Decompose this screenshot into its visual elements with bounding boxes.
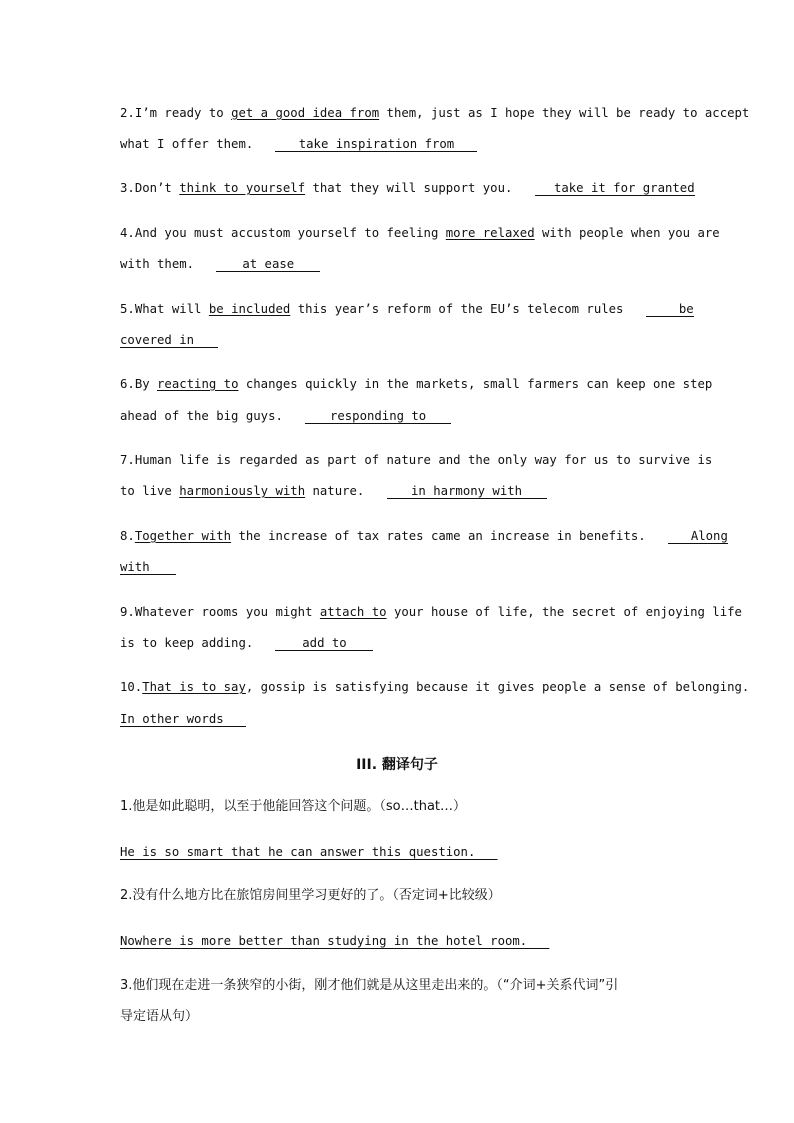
answer-text: in harmony with	[411, 484, 523, 498]
exercise-item-5-line2	[120, 332, 674, 348]
exercise-item-4-line2	[120, 256, 674, 272]
exercise-item-10-line1	[120, 679, 750, 695]
answer-blank	[535, 181, 695, 196]
exercise-item-9-line2	[120, 635, 674, 651]
sentence-text: this year’s reform of the EU’s telecom rules	[290, 302, 646, 316]
answer-blank	[275, 636, 373, 651]
sentence-text: is to keep adding.	[120, 636, 276, 650]
answer-blank	[646, 302, 694, 317]
answer-blank-continued	[120, 560, 176, 575]
translation-answer-1	[120, 844, 674, 860]
sentence-text: , gossip is satisfying because it gives people a sense of belonging.	[245, 680, 750, 694]
sentence-text: By	[134, 377, 158, 391]
item-number: 2.	[120, 106, 135, 120]
exercise-item-2-line2	[120, 136, 674, 152]
translation-question-2: 2.没有什么地方比在旅馆房间里学习更好的了。（否定词+比较级）	[120, 888, 501, 903]
item-number: 3.	[120, 181, 135, 195]
sentence-text: I’m ready to	[134, 106, 232, 120]
answer-blank	[120, 712, 246, 727]
exercise-item-8-line2	[120, 559, 674, 575]
sentence-text: with people when you are	[534, 226, 720, 240]
answer-text: responding to	[329, 409, 427, 423]
item-number: 4.	[120, 226, 135, 240]
answer-blank	[305, 409, 451, 424]
sentence-text: nature.	[305, 484, 387, 498]
exercise-item-7-line1	[120, 452, 713, 468]
item-number: 7.	[120, 453, 135, 467]
answer-text: covered in	[120, 333, 195, 347]
exercise-item-4-line1	[120, 225, 720, 241]
answer-blank	[387, 484, 547, 499]
exercise-item-2-line1	[120, 105, 750, 121]
underlined-phrase: reacting to	[157, 377, 239, 391]
translation-question-3-line1: 3.他们现在走进一条狭窄的小街，刚才他们就是从这里走出来的。（“介词+关系代词”引	[120, 978, 619, 993]
answer-blank	[216, 257, 320, 272]
answer-text: Along	[690, 529, 728, 543]
sentence-text: Human life is regarded as part of nature and the only way for us to survive is	[134, 453, 713, 467]
answer-text: He is so smart that he can answer this question.	[120, 845, 498, 859]
exercise-item-10-line2	[120, 711, 674, 727]
underlined-phrase: harmoniously with	[179, 484, 306, 498]
translation-answer-2	[120, 933, 674, 949]
sentence-text: What will	[134, 302, 209, 316]
item-number: 8.	[120, 529, 135, 543]
answer-text: be	[678, 302, 694, 316]
underlined-phrase: more relaxed	[445, 226, 535, 240]
answer-text: with	[120, 560, 150, 574]
sentence-text: changes quickly in the markets, small farmers can keep one step	[238, 377, 713, 391]
answer-text: take it for granted	[553, 181, 695, 195]
answer-text: In other words	[120, 712, 224, 726]
underlined-phrase: Together with	[134, 529, 232, 543]
sentence-text: Whatever rooms you might	[134, 605, 320, 619]
translation-question-1: 1.他是如此聪明，以至于他能回答这个问题。（so…that…）	[120, 799, 467, 814]
sentence-text: with them.	[120, 257, 217, 271]
sentence-text: what I offer them.	[120, 137, 276, 151]
sentence-text: to live	[120, 484, 180, 498]
exercise-item-6-line2	[120, 408, 674, 424]
item-number: 10.	[120, 680, 143, 694]
answer-text: at ease	[242, 257, 295, 271]
sentence-text: that they will support you.	[305, 181, 535, 195]
answer-blank	[275, 137, 477, 152]
answer-text: add to	[302, 636, 347, 650]
exercise-item-7-line2	[120, 483, 674, 499]
exercise-item-8-line1	[120, 528, 728, 544]
item-number: 6.	[120, 377, 135, 391]
item-number: 5.	[120, 302, 135, 316]
exercise-item-6-line1	[120, 376, 713, 392]
sentence-text: your house of life, the secret of enjoying life	[386, 605, 742, 619]
underlined-phrase: think to yourself	[179, 181, 306, 195]
sentence-text: ahead of the big guys.	[120, 409, 306, 423]
answer-text: Nowhere is more better than studying in the hotel room.	[120, 934, 550, 948]
answer-blank	[668, 529, 728, 544]
exercise-item-3	[120, 180, 695, 196]
underlined-phrase: be included	[208, 302, 291, 316]
sentence-text: And you must accustom yourself to feeling	[134, 226, 446, 240]
answer-text: take inspiration from	[298, 137, 455, 151]
sentence-text: the increase of tax rates came an increase in benefits.	[231, 529, 668, 543]
underlined-phrase: That is to say	[142, 680, 246, 694]
sentence-text: Don’t	[134, 181, 180, 195]
answer-blank-continued	[120, 333, 218, 348]
item-number: 9.	[120, 605, 135, 619]
translation-question-3-line2: 导定语从句）	[120, 1009, 199, 1024]
underlined-phrase: attach to	[319, 605, 387, 619]
exercise-item-9-line1	[120, 604, 742, 620]
section-title: III. 翻译句子	[356, 757, 438, 773]
underlined-phrase: get a good idea from	[231, 106, 380, 120]
exercise-item-5-line1	[120, 301, 694, 317]
sentence-text: them, just as I hope they will be ready to accept	[379, 106, 750, 120]
